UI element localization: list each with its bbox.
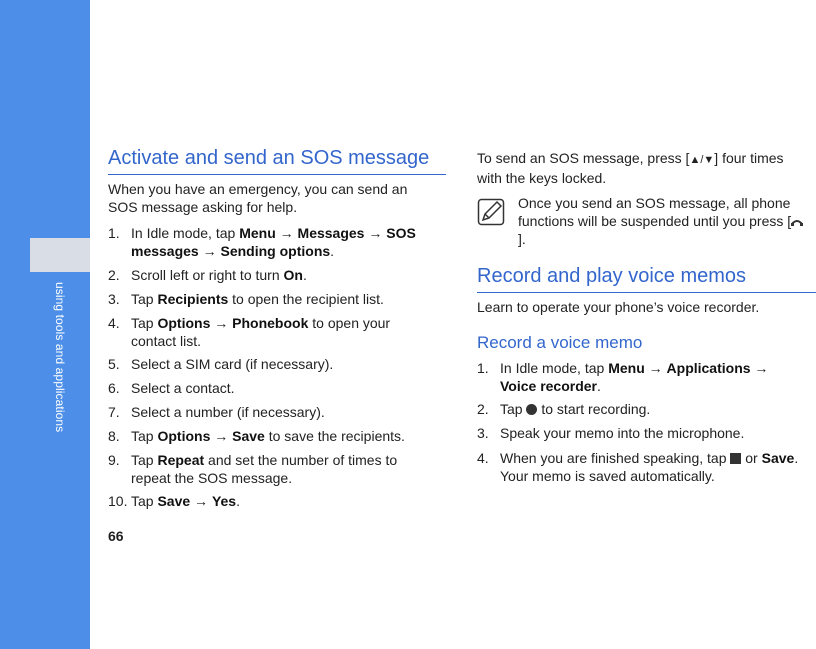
page-number: 66	[108, 528, 124, 544]
voice-memo-intro: Learn to operate your phone’s voice recorder.	[477, 299, 760, 315]
sos-heading-rule	[108, 174, 446, 175]
voice-memo-heading: Record and play voice memos	[477, 265, 747, 287]
sos-heading: Activate and send an SOS message	[108, 147, 430, 169]
stop-square-icon	[730, 453, 741, 464]
record-dot-icon	[526, 404, 537, 415]
record-subheading: Record a voice memo	[477, 333, 643, 352]
pencil-note-icon	[477, 198, 505, 226]
sos-intro: When you have an emergency, you can send an SOS message asking for help.	[108, 181, 408, 215]
end-key-icon	[791, 218, 803, 227]
volume-keys-icon: ▲/▼	[689, 154, 715, 166]
sos-note: Once you send an SOS message, all phone functions will be suspended until you press [].	[518, 194, 808, 248]
sos-instruction: To send an SOS message, press [▲/▼] four times with the keys locked.	[477, 150, 784, 186]
section-tab	[30, 238, 90, 272]
section-label: using tools and applications	[53, 282, 67, 433]
sidebar	[0, 0, 90, 649]
voice-memo-heading-rule	[477, 292, 816, 293]
